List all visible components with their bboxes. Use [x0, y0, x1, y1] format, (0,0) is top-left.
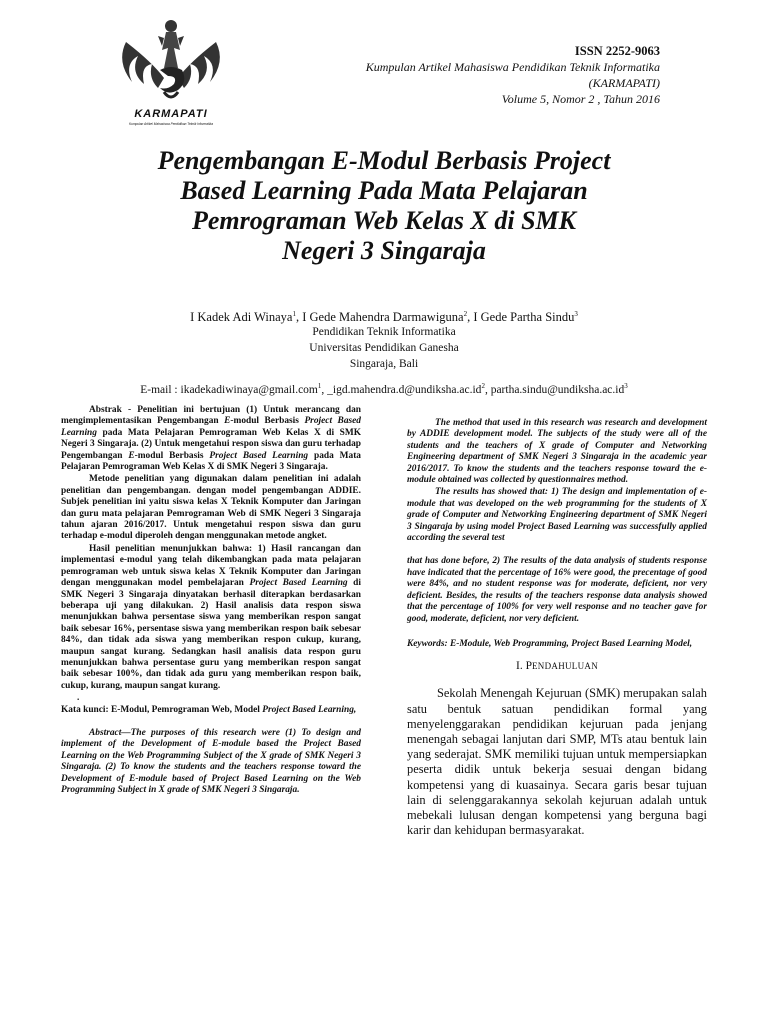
issn: ISSN 2252-9063 — [574, 44, 660, 58]
journal-name: Kumpulan Artikel Mahasiswa Pendidikan Teknik Informatika — [365, 60, 660, 74]
email-sup: 1 — [317, 382, 322, 390]
text-run: Project Based Learning — [249, 578, 348, 589]
author-name: I Kadek Adi Winaya — [190, 310, 293, 325]
section-title-initial: P — [525, 660, 532, 673]
affiliation-department: Pendidikan Teknik Informatika — [312, 326, 456, 338]
email-list: E-mail : ikadekadiwinaya@gmail.com$^1$, $\_igd.mahendra.d@undiksha.ac.id^2$, $partha.sindu@undiksha.ac.id^3$ — [140, 382, 628, 396]
logo-subtext: Kumpulan Artikel Mahasiswa Pendidikan Teknik Informatika — [128, 122, 214, 126]
paper-title — [100, 146, 668, 266]
journal-abbreviation: (KARMAPATI) — [588, 76, 660, 90]
text-run: pada Mata Pelajaran Pemrograman Web Kelas X di SMK Negeri 3 Singaraja. — [61, 450, 361, 473]
title-line: Pemrograman Web Kelas X di SMK — [191, 206, 577, 235]
text-run: Abstrak - Penelitian ini bertujuan (1) Untuk merancang dan mengimplementasikan Pengembangan — [61, 405, 361, 427]
separator: , — [467, 310, 474, 325]
title-line: Pengembangan E-Modul Berbasis Project — [157, 146, 611, 175]
author-sup: 2 — [463, 310, 468, 318]
section-title-rest: ENDAHULUAN — [532, 661, 598, 672]
text-run: E — [128, 450, 135, 461]
right-column — [407, 418, 707, 838]
text-run: E — [224, 416, 231, 427]
author-name: I Gede Mahendra Darmawiguna — [302, 310, 464, 325]
email-sup: 3 — [624, 382, 628, 390]
email-link[interactable]: partha.sindu@undiksha.ac.id — [490, 383, 625, 396]
abstract-en-paragraph: Abstract—The purposes of this research were (1) To design and implement of the Development of E-module based the Project Based Learning on the Web Programming Subject of the X grade of SMK Negeri 3 Singaraja. (2) To know the students and the teachers response toward the Development of E-module based of Project Based Learning on the Web Programming Subject in X grade of SMK Negeri 3 Singaraja. — [61, 727, 361, 795]
author-list — [0, 310, 768, 325]
section-heading — [407, 660, 707, 672]
title-line: Negeri 3 Singaraja — [282, 236, 486, 265]
separator: , — [295, 310, 303, 325]
email-link[interactable]: ikadekadiwinaya@gmail.com — [180, 383, 318, 396]
email-prefix: E-mail : — [140, 383, 181, 396]
text-run: Project Based Learning — [61, 416, 361, 438]
text-run: Kata kunci: E-Modul, Pemrograman Web, Model — [61, 704, 263, 715]
stray-dot: . — [77, 693, 80, 704]
text-run: pada Mata Pelajaran Pemrograman Web Kelas X di SMK Negeri 3 Singaraja. (2) Untuk mengetahui respon siswa dan guru terhadap Pengembangan — [61, 427, 361, 461]
abstract-en-method: The method that used in this research was research and development by ADDIE development model. The subjects of the study were all of the students and the teachers of X grade of Computer and Networking Engineering department of SMK Negeri 3 Singaraja in the academic year 2016/2017. To know the students and the teachers response toward the e-module obtained was collected by questionnaires method. — [407, 418, 707, 486]
author-sup: 3 — [574, 310, 578, 318]
abstract-method-paragraph: Metode penelitian yang digunakan dalam penelitian ini adalah penelitian dan pengembangan. dengan model pengembangan ADDIE. Subjek penelitian ini yaitu siswa kelas X Teknik Komputer dan Jaringan dan guru mata pelajaran Pemrograman Web di SMK Negeri 3 Singaraja tahun ajaran 2016/2017. Untuk mengetahui respon siswa dan guru terhadap e-modul diperoleh dengan menggunakan metode angket. — [61, 474, 361, 542]
author-name: I Gede Partha Sindu — [473, 310, 575, 325]
abstract-en-results-2: that has done before, 2) The results of the data analysis of students response have indicated that the percentage of 16% were good, the precentage of good were 84%, and no student response was for moderate, deficient, nor very deficient. Besides, the results of the teachers response data analysis showed that the percentage of 100% for very well response and no teacher gave for good, moderate, deficient, nor very deficient. — [407, 556, 707, 624]
keywords-en: Keywords: E-Module, Web Programming, Project Based Learning Model, — [407, 638, 693, 649]
keywords-id — [61, 705, 361, 716]
section-number: I. — [516, 660, 526, 673]
left-column — [61, 405, 361, 797]
journal-logo — [108, 12, 234, 130]
logo-wordmark: KARMAPATI — [134, 108, 208, 120]
text-run: di SMK Negeri 3 Singaraja dinyatakan berhasil diterapkan berdasarkan beberapa uji yang dilakukan. 2) Hasil analisis data respon siswa menunjukkan bahwa persentase siswa yang memberikan respon sangat baik sebesar 16%, persentase siswa yang memberikan respon baik sebesar 84%, dan tidak ada siswa yang memberikan respon cukup, kurang, maupun sangat kurang. Sedangkan hasil analisis data respon guru menunjukkan bahwa persentase guru yang memberikan respon sangat baik sebesar 100%, dan tidak ada guru yang memberikan respon baik, cukup, kurang, maupun sangat kurang. — [61, 578, 361, 691]
title-line: Based Learning Pada Mata Pelajaran — [180, 176, 588, 205]
text-run: Project Based Learning, — [262, 704, 357, 715]
affiliation-university: Universitas Pendidikan Ganesha — [309, 342, 459, 354]
intro-paragraph: Sekolah Menengah Kejuruan (SMK) merupakan salah satu bentuk satuan pendidikan formal yang menyelenggarakan pendidikan kejuruan pada jenjang menengah sebagai lanjutan dari SMP, MTs atau bentuk lain yang sederajat. SMK memiliki tujuan untuk mempersiapkan peserta didik untuk bekerja sesuai dengan bidang kompetensi yang di kuasainya. Secara garis besar tujuan lain di selenggarakannya sekolah kejuruan adalah untuk mebekali lulusan dengan kompetensi yang berguna bagi karir dan kehidupan bermasyarakat. — [407, 686, 707, 838]
volume-info: Volume 5, Nomor 2 , Tahun 2016 — [501, 92, 660, 106]
text-run: -modul Berbasis — [134, 450, 210, 461]
email-sup: 2 — [481, 382, 485, 390]
separator: , — [321, 383, 328, 396]
abstract-en-results-1: The results has showed that: 1) The design and implementation of e-module that was developed on the web programming for the students of X grade of Computer and Networking Engineering department of SMK Negeri 3 Singaraja by using model Project Based Learning was successfully applied according the several test — [407, 487, 707, 544]
text-run: Hasil penelitian menunjukkan bahwa: 1) Hasil rancangan dan implementasi e-modul yang telah dikembangkan pada mata pelajaran pemrograman web untuk siswa kelas X Teknik Komputer dan Jaringan dengan menggunakan model pembelajaran — [61, 543, 361, 589]
abstract-results-paragraph — [61, 544, 361, 692]
text-run: -modul Berbasis — [230, 416, 305, 427]
text-run: Project Based Learning — [209, 450, 309, 461]
author-sup: 1 — [292, 310, 296, 318]
separator: , — [484, 383, 491, 396]
email-link[interactable]: igd.mahendra.d@undiksha.ac.id — [332, 383, 482, 396]
affiliation-city: Singaraja, Bali — [349, 358, 419, 370]
abstract-id-paragraph — [61, 405, 361, 473]
